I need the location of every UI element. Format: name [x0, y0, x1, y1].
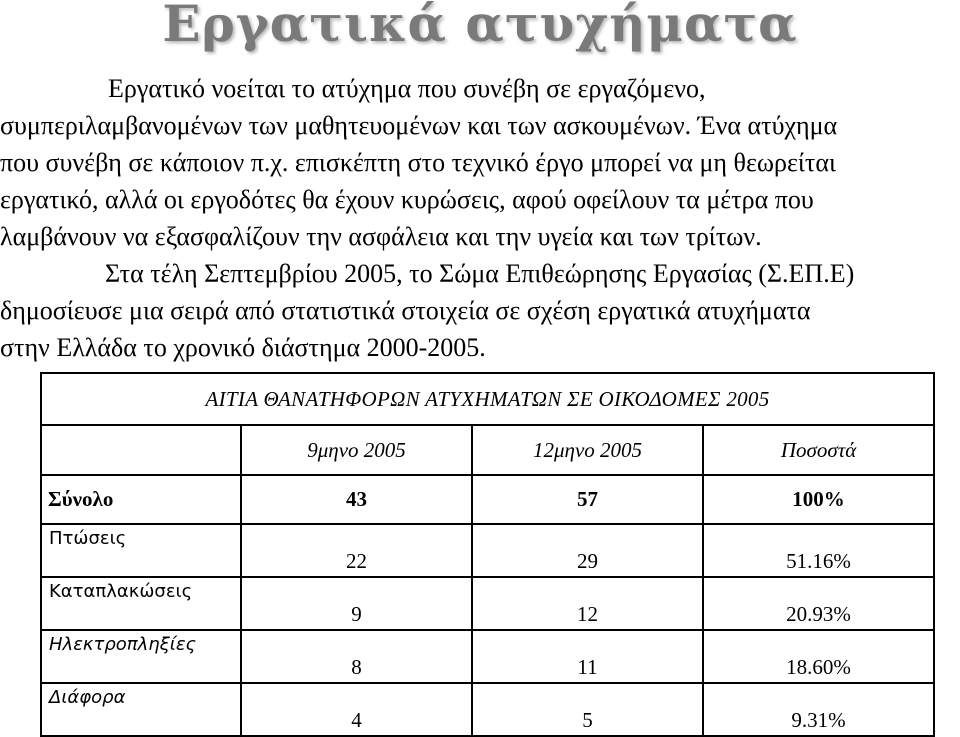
cell-percent: 20.93% [703, 577, 934, 630]
row-label: Ηλεκτροπληξίες [41, 630, 241, 683]
paragraph-line: Στα τέλη Σεπτεμβρίου 2005, το Σώμα Επιθεώρησης Εργασίας (Σ.ΕΠ.Ε) [105, 259, 855, 288]
table-row [41, 683, 934, 736]
table-row [41, 524, 934, 577]
cell-percent: 51.16% [703, 524, 934, 577]
cell-nine-month: 4 [241, 683, 472, 736]
total-nine-month: 43 [241, 475, 472, 524]
row-label-total: Σύνολο [41, 475, 241, 524]
paragraph-line: συμπεριλαμβανομένων των μαθητευομένων και των ασκουμένων. Ένα ατύχημα [0, 111, 838, 140]
cell-nine-month: 22 [241, 524, 472, 577]
statistics-paragraph [0, 255, 960, 366]
header-percent: Ποσοστά [703, 425, 934, 475]
table-caption: ΑΙΤΙΑ ΘΑΝΑΤΗΦΟΡΩΝ ΑΤΥΧΗΜΑΤΩΝ ΣΕ ΟΙΚΟΔΟΜΕΣ 2005 [41, 373, 934, 425]
page-title: Εργατικά ατυχήματα [162, 0, 798, 53]
cell-percent: 9.31% [703, 683, 934, 736]
total-percent: 100% [703, 475, 934, 524]
header-twelve-month: 12μηνο 2005 [472, 425, 703, 475]
accident-causes-table [40, 372, 935, 737]
cell-twelve-month: 29 [472, 524, 703, 577]
row-label: Πτώσεις [41, 524, 241, 577]
table-row [41, 630, 934, 683]
paragraph-line: στην Ελλάδα το χρονικό διάστημα 2000-2005. [0, 333, 486, 362]
total-twelve-month: 57 [472, 475, 703, 524]
cell-twelve-month: 12 [472, 577, 703, 630]
paragraph-line: Εργατικό νοείται το ατύχημα που συνέβη σε εργαζόμενο, [108, 74, 706, 103]
cell-percent: 18.60% [703, 630, 934, 683]
paragraph-line: που συνέβη σε κάποιον π.χ. επισκέπτη στο τεχνικό έργο μπορεί να μη θεωρείται [0, 148, 836, 177]
paragraph-line: δημοσίευσε μια σειρά από στατιστικά στοιχεία σε σχέση εργατικά ατυχήματα [0, 296, 811, 325]
table-row-total [41, 475, 934, 524]
row-label: Διάφορα [41, 683, 241, 736]
paragraph-line: εργατικό, αλλά οι εργοδότες θα έχουν κυρώσεις, αφού οφείλουν τα μέτρα που [0, 185, 814, 214]
cell-nine-month: 8 [241, 630, 472, 683]
header-empty [41, 425, 241, 475]
cell-twelve-month: 11 [472, 630, 703, 683]
definition-paragraph [0, 70, 960, 255]
row-label: Καταπλακώσεις [41, 577, 241, 630]
table-row [41, 577, 934, 630]
cell-twelve-month: 5 [472, 683, 703, 736]
header-nine-month: 9μηνο 2005 [241, 425, 472, 475]
paragraph-line: λαμβάνουν να εξασφαλίζουν την ασφάλεια και την υγεία και των τρίτων. [0, 222, 762, 251]
cell-nine-month: 9 [241, 577, 472, 630]
